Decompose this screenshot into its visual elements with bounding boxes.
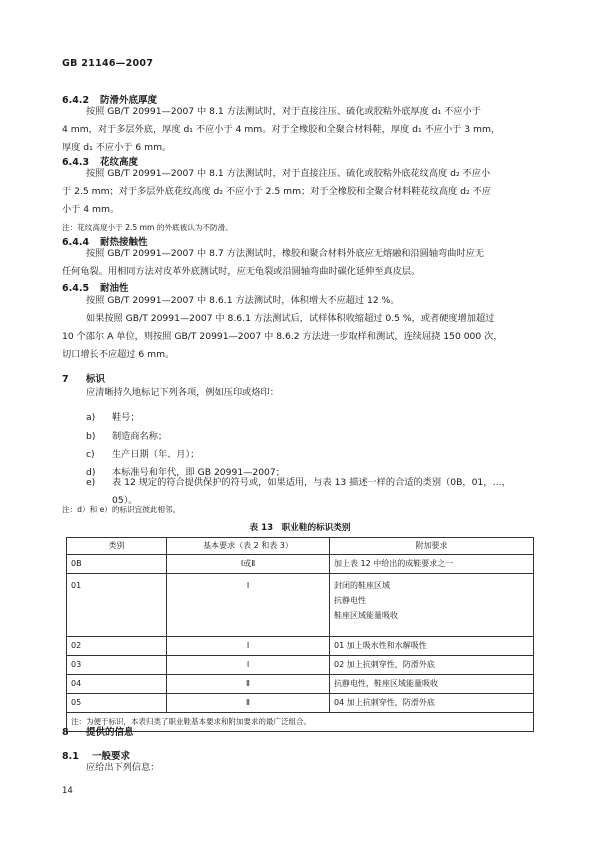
paragraph-line: 切口增长不应超过 6 mm。 xyxy=(62,349,175,360)
paragraph-line: 按照 GB/T 20991—2007 中 8.1 方法测试时，对于直接注压、硫化或胶粘外底花纹高度 d₂ 不应小 xyxy=(86,168,491,179)
paragraph-line: 厚度 d₁ 不应小于 6 mm。 xyxy=(62,142,172,153)
marking-categories-table xyxy=(66,537,534,732)
note-text: 注：d）和 e）的标识宜彼此相邻。 xyxy=(62,505,181,514)
page-number: 14 xyxy=(62,786,73,796)
column-header: 附加要求 xyxy=(330,538,534,555)
category-cell: 0B xyxy=(67,555,167,574)
section-number: 6.4.3 xyxy=(62,157,90,168)
requirement-line: 封闭的鞋座区域 xyxy=(334,581,390,590)
section-number: 6.4.4 xyxy=(62,237,90,248)
basic-requirement-cell: Ⅰ xyxy=(167,637,330,656)
table-note: 注：为便于标识，本表归类了职业鞋基本要求和附加要求的最广泛组合。 xyxy=(67,713,534,732)
list-item: d) 本标准号和年代，即 GB 20991—2007； xyxy=(86,467,285,478)
table-row xyxy=(67,574,534,637)
category-cell: 01 xyxy=(67,574,167,637)
section-title: 一般要求 xyxy=(92,751,131,762)
paragraph-line: 小于 4 mm。 xyxy=(62,204,120,215)
section-number: 6.4.2 xyxy=(62,95,90,106)
paragraph-line: 应清晰持久地标记下列各项，例如压印或烙印： xyxy=(86,387,279,398)
basic-requirement-cell: Ⅰ xyxy=(167,656,330,675)
section-number: 8.1 xyxy=(62,751,79,762)
table-row xyxy=(67,637,534,656)
table-row xyxy=(67,656,534,675)
note-text: 注：花纹高度小于 2.5 mm 的外底被认为不防滑。 xyxy=(62,223,233,232)
additional-requirement-cell: 02 加上抗刺穿性，防滑外底 xyxy=(330,656,534,675)
category-cell: 02 xyxy=(67,637,167,656)
table-row xyxy=(67,694,534,713)
paragraph-line: 按照 GB/T 20991—2007 中 8.7 方法测试时，橡胶和聚合材料外底应无熔融和沿圆轴弯曲时应无 xyxy=(86,248,484,259)
table-row xyxy=(67,555,534,574)
column-header: 基本要求（表 2 和表 3） xyxy=(167,538,330,555)
requirement-line: 鞋座区域能量吸收 xyxy=(334,611,398,620)
category-cell: 03 xyxy=(67,656,167,675)
section-number: 6.4.5 xyxy=(62,283,90,294)
list-item: c) 生产日期（年、月）； xyxy=(86,449,200,460)
additional-requirement-cell xyxy=(330,574,534,637)
section-title: 提供的信息 xyxy=(86,727,134,738)
paragraph-line: 按照 GB/T 20991—2007 中 8.6.1 方法测试时，体积增大不应超过 12 %。 xyxy=(86,295,400,306)
table-note-row xyxy=(67,713,534,732)
paragraph-line: 按照 GB/T 20991—2007 中 8.1 方法测试时，对于直接注压、硫化或胶粘外底厚度 d₁ 不应小于 xyxy=(86,106,481,117)
category-cell: 05 xyxy=(67,694,167,713)
additional-requirement-cell: 01 加上吸水性和水解吸性 xyxy=(330,637,534,656)
standard-number: GB 21146—2007 xyxy=(62,58,154,69)
paragraph-line: 10 个邵尔 A 单位，则按照 GB/T 20991—2007 中 8.6.2 方法进一步取样和测试，连续屈挠 150 000 次， xyxy=(62,331,503,342)
paragraph-line: 应给出下列信息： xyxy=(86,762,160,773)
basic-requirement-cell: Ⅰ xyxy=(167,574,330,637)
paragraph-line: 4 mm，对于多层外底，厚度 d₁ 不应小于 4 mm。对于全橡胶和全聚合材料鞋，厚度 d₁ 不应小于 3 mm， xyxy=(62,124,501,135)
list-item: b) 制造商名称； xyxy=(86,431,168,442)
section-title: 耐油性 xyxy=(100,283,129,294)
table-caption: 表 13 职业鞋的标识类别 xyxy=(249,523,351,533)
table-row xyxy=(67,675,534,694)
additional-requirement-cell: 加上表 12 中给出的成鞋要求之一 xyxy=(330,555,534,574)
list-item: a) 鞋号； xyxy=(86,412,140,423)
section-7-heading xyxy=(62,371,105,385)
additional-requirement-cell: 抗静电性，鞋座区域能量吸收 xyxy=(330,675,534,694)
list-item-continuation: 05）。 xyxy=(112,495,138,506)
category-cell: 04 xyxy=(67,675,167,694)
section-number: 7 xyxy=(62,374,69,385)
section-title: 标识 xyxy=(86,374,106,385)
section-number: 8 xyxy=(62,727,69,738)
section-title: 防滑外底厚度 xyxy=(100,95,158,106)
column-header: 类别 xyxy=(67,538,167,555)
basic-requirement-cell: Ⅱ xyxy=(167,675,330,694)
requirement-line: 抗静电性 xyxy=(334,596,366,605)
basic-requirement-cell: Ⅱ xyxy=(167,694,330,713)
paragraph-line: 如果按照 GB/T 20991—2007 中 8.6.1 方法测试后，试样体积收缩超过 0.5 %，或者硬度增加超过 xyxy=(86,313,495,324)
paragraph-line: 于 2.5 mm；对于多层外底花纹高度 d₂ 不应小于 2.5 mm；对于全橡胶和全聚合材料鞋花纹高度 d₂ 不应 xyxy=(62,186,491,197)
section-title: 花纹高度 xyxy=(100,157,139,168)
section-title: 耐热接触性 xyxy=(100,237,148,248)
section-8-heading xyxy=(62,724,134,738)
list-item: e) 表 12 规定的符合提供保护的符号或，如果适用，与表 13 描述一样的合适的类别（0B，01，…， xyxy=(86,477,511,488)
paragraph-line: 任何龟裂。用相同方法对皮革外底测试时，应无龟裂或沿圆轴弯曲时碳化延伸至真皮层。 xyxy=(62,266,421,277)
basic-requirement-cell: Ⅰ或Ⅱ xyxy=(167,555,330,574)
table-header-row xyxy=(67,538,534,555)
additional-requirement-cell: 04 加上抗刺穿性，防滑外底 xyxy=(330,694,534,713)
